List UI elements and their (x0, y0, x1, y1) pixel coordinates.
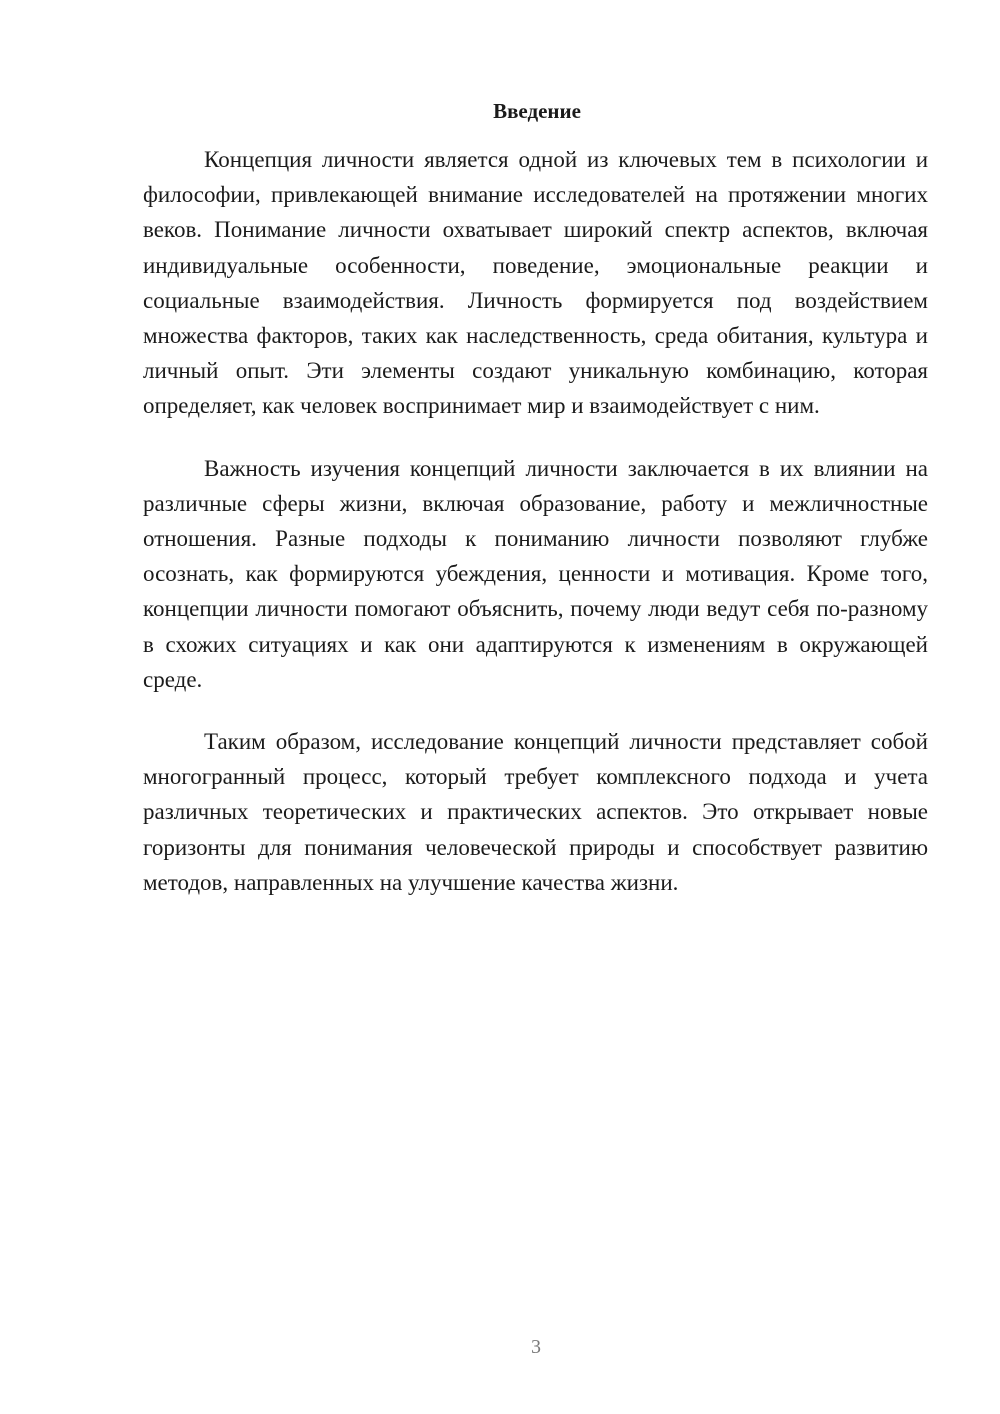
page-content (143, 94, 928, 900)
paragraph-conclusion: Таким образом, исследование концепций личности представляет собой многогранный процесс, который требует комплексного подхода и учета различных теоретических и практических аспектов. Это открывает новые горизонты для понимания человеческой природы и способствует развитию методов, направленных на улучшение качества жизни. (143, 729, 928, 895)
page-title: Введение (493, 99, 581, 123)
paragraph-introduction: Концепция личности является одной из ключевых тем в психологии и философии, привлекающей внимание исследователей на протяжении многих веков. Понимание личности охватывает широкий спектр аспектов, включая индивидуальные особенности, поведение, эмоциональные реакции и социальные взаимодействия. Личность формируется под воздействием множества факторов, таких как наследственность, среда обитания, культура и личный опыт. Эти элементы создают уникальную комбинацию, которая определяет, как человек воспринимает мир и взаимодействует с ним. (143, 147, 928, 419)
paragraph-importance: Важность изучения концепций личности заключается в их влиянии на различные сферы жизни, включая образование, работу и межличностные отношения. Разные подходы к пониманию личности позволяют глубже осознать, как формируются убеждения, ценности и мотивация. Кроме того, концепции личности помогают объяснить, почему люди ведут себя по-разному в схожих ситуациях и как они адаптируются к изменениям в окружающей среде. (143, 455, 928, 692)
page-number: 3 (531, 1336, 541, 1358)
